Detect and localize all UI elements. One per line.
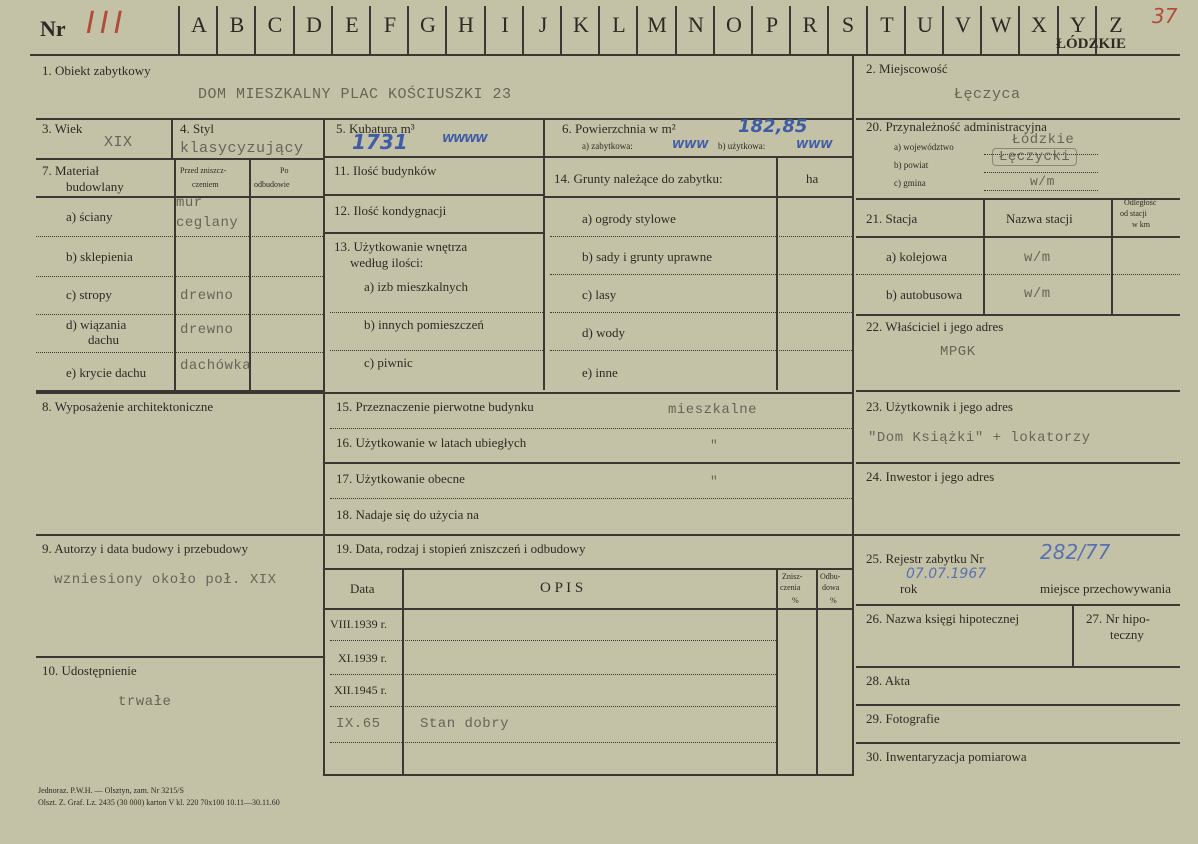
footer-print-line-2: Olszt. Z. Graf. Lz. 2435 (30 000) karton V kl. 220 70x100 10.11—30.11.60 [38, 798, 280, 807]
gmina-line [984, 190, 1098, 191]
letter-index-item: X [1031, 12, 1047, 37]
stacja-row-rule [856, 274, 1180, 275]
zniszczenia-row-date: XII.1945 r. [334, 683, 387, 697]
przeznaczenie-label: 15. Przeznaczenie pierwotne budynku [336, 399, 534, 414]
material-row-rule-3 [36, 314, 323, 315]
bottom-rule [323, 774, 854, 776]
letter-index-item: C [267, 12, 283, 37]
region-stamp: ŁÓDZKIE [1056, 36, 1127, 52]
nadaje-label: 18. Nadaje się do użycia na [336, 507, 479, 522]
budynki-rule-2 [325, 232, 543, 234]
wojewodztwo-value: Łódzkie [1012, 132, 1075, 148]
wlasciciel-value: MPGK [940, 344, 976, 360]
material-row-value: drewno [180, 288, 234, 304]
powiat-value: Łęczycki [992, 148, 1077, 166]
wojewodztwo-label: a) województwo [894, 142, 954, 152]
zniszczenia-col-zniszczenia-pct: % [792, 596, 799, 605]
akta-bottom-rule [856, 704, 1180, 706]
grunty-row-label: d) wody [582, 325, 625, 340]
row-rule-udostepnienie [36, 656, 323, 658]
material-col-after-1: Po [280, 166, 289, 175]
kubatura-scribble: WWWW [442, 132, 487, 145]
zniszczenia-row-rule-2 [330, 674, 776, 675]
letter-index-item: R [802, 12, 818, 37]
stacja-rule-2 [1111, 200, 1113, 314]
fotografie-bottom-rule [856, 742, 1180, 744]
kolejowa-value: w/m [1024, 250, 1051, 266]
zniszczenia-header-top-rule [325, 568, 852, 570]
zniszczenia-row-rule-1 [330, 640, 776, 641]
letter-index-item: Y [1070, 12, 1086, 37]
uzytkowanie-wnetrza-label-2: według ilości: [350, 255, 424, 270]
grunty-header-rule [545, 196, 852, 198]
material-row-label: b) sklepienia [66, 249, 133, 264]
letter-index-item: V [955, 12, 971, 37]
zniszczenia-col-rule-1 [402, 570, 404, 774]
hipoteczny-label-1: 27. Nr hipo- [1086, 611, 1150, 626]
footer-print-line-1: Jednoraz. P.W.H. — Olsztyn, zam. Nr 3215/S [38, 786, 184, 795]
ksiega-bottom-rule [856, 666, 1180, 668]
obiekt-label: 1. Obiekt zabytkowy [42, 63, 151, 78]
autorzy-value: wzniesiony około poł. XIX [54, 572, 277, 588]
powierzchnia-value: 182,85 [738, 116, 808, 137]
letter-index-item: A [191, 12, 207, 37]
uzytkownik-value: "Dom Książki" + lokatorzy [868, 430, 1091, 446]
rejestr-rok-label: rok [900, 581, 918, 596]
letter-index-item: M [647, 12, 667, 37]
page-number: 37 [1152, 4, 1178, 28]
wlasciciel-bottom-rule [856, 390, 1180, 392]
powierzchnia-label: 6. Powierzchnia w m² [562, 121, 676, 136]
letter-index-item: D [306, 12, 322, 37]
autorzy-label: 9. Autorzy i data budowy i przebudowy [42, 541, 249, 556]
zniszczenia-header-bottom-rule [325, 608, 852, 610]
material-row-label: c) stropy [66, 287, 112, 302]
wlasciciel-label: 22. Właściciel i jego adres [866, 319, 1004, 334]
wiek-label: 3. Wiek [42, 121, 83, 136]
letter-index-item: T [880, 12, 894, 37]
nazwa-stacji-label: Nazwa stacji [1006, 211, 1073, 226]
stacja-header-rule [856, 236, 1180, 238]
uzytkowanie-ubiegle-value: " [710, 438, 719, 453]
row-rule-wyposazenie [36, 392, 852, 394]
grunty-row-rule-3 [550, 312, 852, 313]
row-rule-kubatura [325, 156, 852, 158]
kolejowa-label: a) kolejowa [886, 249, 948, 264]
nr-label: Nr [40, 16, 66, 41]
letter-index-item: N [688, 12, 704, 37]
rejestr-value: 282/77 [1040, 540, 1111, 564]
budynki-rule-1 [325, 194, 543, 196]
zniszczenia-col-rule-2 [776, 570, 778, 774]
kubatura-label: 5. Kubatura m³ [336, 121, 415, 136]
rejestr-bottom-rule [856, 604, 1180, 606]
row-rule-obiekt [36, 118, 852, 120]
zniszczenia-col-odbudowa-pct: % [830, 596, 837, 605]
udostepnienie-value: trwałe [118, 694, 172, 710]
autobusowa-value: w/m [1024, 286, 1051, 302]
budynki-rule-4 [330, 350, 543, 351]
letter-index-item: P [765, 12, 779, 37]
material-label-2: budowlany [66, 179, 124, 194]
gmina-value: w/m [1030, 174, 1055, 189]
powiat-line [984, 172, 1098, 173]
grunty-unit: ha [806, 171, 819, 186]
letter-index-item: U [917, 12, 933, 37]
letter-index-item: Z [1109, 12, 1123, 37]
akta-label: 28. Akta [866, 673, 911, 688]
uzytkowanie-obecne-label: 17. Użytkowanie obecne [336, 471, 465, 486]
zniszczenia-row-date: IX.65 [336, 716, 381, 732]
powierzchnia-scribble-b: WWW [796, 138, 833, 151]
obiekt-value: DOM MIESZKALNY PLAC KOŚCIUSZKI 23 [198, 86, 512, 103]
zniszczenia-col-odbudowa-2: dowa [822, 583, 840, 592]
zniszczenia-row-date: XI.1939 r. [338, 651, 387, 665]
letter-index-item: K [573, 12, 589, 37]
row-rule-autorzy [36, 534, 1180, 536]
material-row-value: dachówka [180, 358, 252, 374]
hipoteczny-label-2: teczny [1110, 627, 1144, 642]
wiek-value: XIX [104, 134, 133, 151]
uzytkowanie-ubiegle-rule [325, 462, 852, 464]
grunty-row-label: a) ogrody stylowe [582, 211, 676, 226]
grunty-label: 14. Grunty należące do zabytku: [554, 171, 723, 186]
letter-index-item: F [383, 12, 397, 37]
grunty-row-rule-4 [550, 350, 852, 351]
grunty-row-rule-2 [550, 274, 852, 275]
zniszczenia-row-rule-3 [330, 706, 776, 707]
ilosc-kondygnacji-label: 12. Ilość kondygnacji [334, 203, 447, 218]
uzytkowanie-wnetrza-label-1: 13. Użytkowanie wnętrza [334, 239, 468, 254]
material-row-label-1: d) wiązania [66, 317, 127, 332]
inwentaryzacja-label: 30. Inwentaryzacja pomiarowa [866, 749, 1027, 764]
uzytkownik-bottom-rule [856, 462, 1180, 464]
rejestr-label: 25. Rejestr zabytku Nr [866, 551, 984, 566]
letter-index-item: G [420, 12, 436, 37]
row-rule-wiek [36, 158, 323, 160]
zniszczenia-label: 19. Data, rodzaj i stopień zniszczeń i odbudowy [336, 541, 586, 556]
gmina-label: c) gmina [894, 178, 926, 188]
letter-index-item: O [726, 12, 742, 37]
column-rule-1 [323, 118, 325, 774]
ksiega-label: 26. Nazwa księgi hipotecznej [866, 611, 1020, 626]
izb-label: a) izb mieszkalnych [364, 279, 468, 294]
zniszczenia-row-date: VIII.1939 r. [330, 617, 387, 631]
material-row-rule-4 [36, 352, 323, 353]
grunty-row-label: c) lasy [582, 287, 617, 302]
ksiega-rule [1072, 606, 1074, 666]
letter-index-item: H [458, 12, 474, 37]
ilosc-budynkow-label: 11. Ilość budynków [334, 163, 437, 178]
uzytkowanie-obecne-rule [330, 498, 852, 499]
powierzchnia-uzytkowa-label: b) użytkowa: [718, 141, 766, 151]
uzytkowanie-ubiegle-label: 16. Użytkowanie w latach ubiegłych [336, 435, 527, 450]
odleglosc-label-2: od stacji [1120, 209, 1147, 218]
przynaleznosc-label: 20. Przynależność administracyjna [866, 119, 1047, 134]
letter-index-item: I [501, 12, 509, 37]
header-rule [30, 54, 1180, 56]
material-row-value: mur ceglany [176, 195, 239, 231]
uzytkownik-label: 23. Użytkownik i jego adres [866, 399, 1013, 414]
wyposazenie-label: 8. Wyposażenie architektoniczne [42, 399, 214, 414]
zniszczenia-col-odbudowa-1: Odbu- [820, 572, 841, 581]
material-row-label-2: dachu [88, 332, 120, 347]
autobusowa-label: b) autobusowa [886, 287, 963, 302]
przeznaczenie-value: mieszkalne [668, 402, 758, 418]
material-row-rule-2 [36, 276, 323, 277]
material-col-after-2: odbudowie [254, 180, 290, 189]
zniszczenia-row-rule-4 [330, 742, 776, 743]
stacja-bottom-rule [856, 314, 1180, 316]
udostepnienie-label: 10. Udostępnienie [42, 663, 137, 678]
inwestor-label: 24. Inwestor i jego adres [866, 469, 995, 484]
letter-index-item: B [229, 12, 245, 37]
przeznaczenie-rule [330, 428, 852, 429]
pomieszczen-label: b) innych pomieszczeń [364, 317, 484, 332]
zniszczenia-col-rule-3 [816, 570, 818, 774]
nr-value: III [86, 6, 128, 41]
material-row-label: e) krycie dachu [66, 365, 147, 380]
letter-index-item: W [990, 12, 1012, 37]
letter-index-item: S [841, 12, 855, 37]
rejestr-rok-value: 07.07.1967 [906, 566, 987, 582]
odleglosc-label-3: w km [1132, 220, 1150, 229]
zniszczenia-col-opis: O P I S [540, 580, 584, 596]
miejscowosc-value: Łęczyca [954, 86, 1021, 103]
uzytkowanie-obecne-value: " [710, 474, 719, 489]
powierzchnia-scribble-a: WWW [672, 138, 709, 151]
rule-kubatura [543, 120, 545, 390]
zniszczenia-col-zniszczenia-2: czenia [780, 583, 801, 592]
letter-index-item: E [345, 12, 359, 37]
kubatura-value: 1731 [352, 130, 408, 154]
material-col-before-2: czeniem [192, 180, 219, 189]
odleglosc-label-1: Odległość [1124, 198, 1157, 207]
powiat-label: b) powiat [894, 160, 929, 170]
material-label-1: 7. Materiał [42, 163, 100, 178]
budynki-rule-3 [330, 312, 543, 313]
fotografie-label: 29. Fotografie [866, 711, 940, 726]
material-row-rule-1 [36, 236, 323, 237]
material-row-label: a) ściany [66, 209, 113, 224]
material-col-before-1: Przed zniszcz- [180, 166, 227, 175]
grunty-row-label: e) inne [582, 365, 618, 380]
zniszczenia-col-data: Data [350, 581, 375, 596]
stacja-label: 21. Stacja [866, 211, 918, 226]
grunty-row-label: b) sady i grunty uprawne [582, 249, 712, 264]
styl-value: klasycyzujący [180, 140, 304, 157]
rule-wiek-styl [171, 120, 173, 158]
material-row-value: drewno [180, 322, 234, 338]
zniszczenia-col-zniszczenia-1: Znisz- [782, 572, 803, 581]
miejscowosc-label: 2. Miejscowość [866, 61, 948, 76]
grunty-row-rule-1 [550, 236, 852, 237]
styl-label: 4. Styl [180, 121, 214, 136]
rejestr-miejsce-label: miejsce przechowywania [1040, 581, 1172, 596]
zniszczenia-row-opis: Stan dobry [420, 716, 510, 732]
letter-index-item: J [538, 12, 548, 37]
stacja-rule-1 [983, 200, 985, 314]
column-rule-2 [852, 56, 854, 774]
powierzchnia-zabytkowa-label: a) zabytkowa: [582, 141, 633, 151]
piwnic-label: c) piwnic [364, 355, 413, 370]
letter-index-item: L [612, 12, 626, 37]
